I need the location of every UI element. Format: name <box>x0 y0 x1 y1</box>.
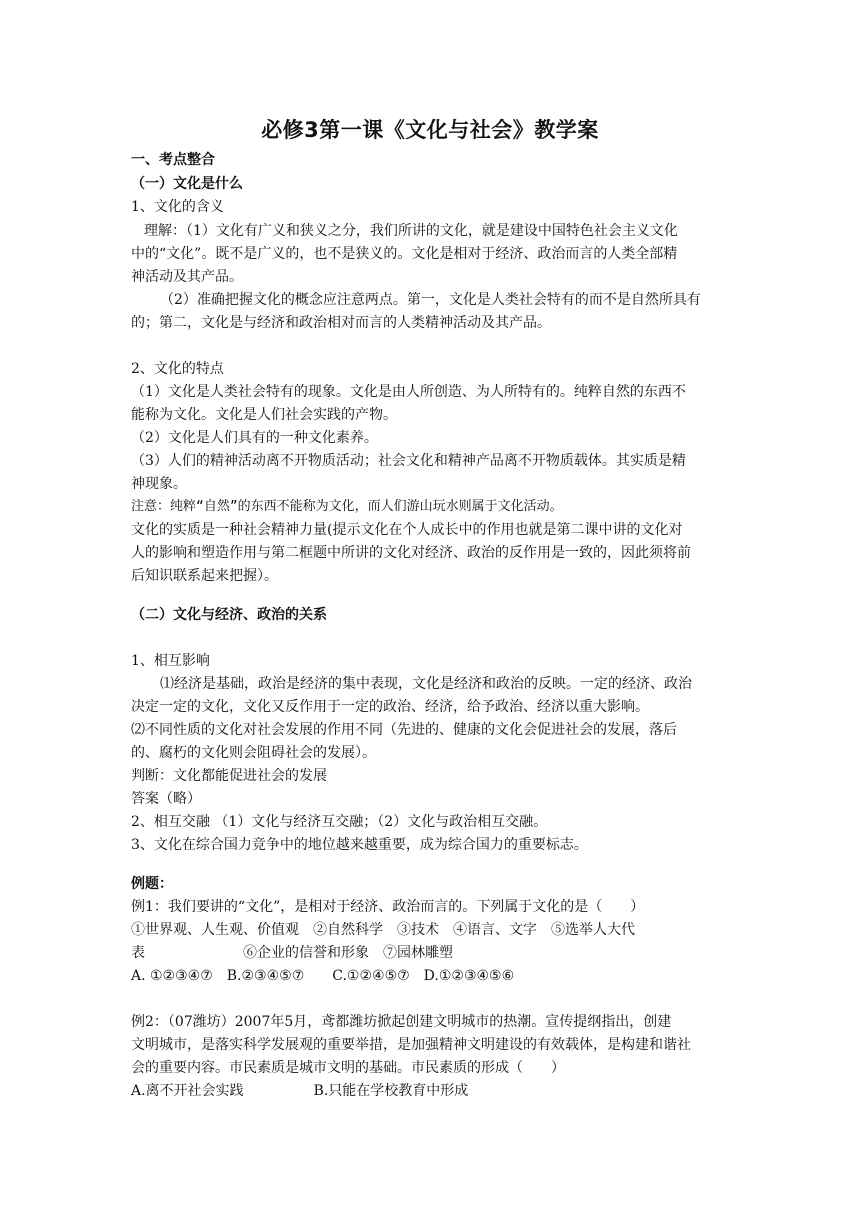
paragraph-line: 判断：文化都能促进社会的发展 <box>131 768 327 784</box>
paragraph-line: 答案（略） <box>131 791 201 807</box>
paragraph-line: 理解：（1）文化有广义和狭义之分，我们所讲的文化，就是建设中国特色社会主义文化 <box>144 223 678 239</box>
note-line: 注意：纯粹“自然”的东西不能称为文化，而人们游山玩水则属于文化活动。 <box>131 499 563 514</box>
paragraph-line: （1）文化是人类社会特有的现象。文化是由人所创造、为人所特有的。纯粹自然的东西不 <box>131 384 686 400</box>
paragraph-line: 神现象。 <box>131 476 187 492</box>
paragraph-line: 中的“文化”。既不是广义的，也不是狭义的。文化是相对于经济、政治而言的人类全部精 <box>131 246 678 262</box>
paragraph-line: 的；第二，文化是与经济和政治相对而言的人类精神活动及其产品。 <box>131 315 551 331</box>
subsection-heading: （二）文化与经济、政治的关系 <box>131 607 327 623</box>
paragraph-line: 决定一定的文化，文化又反作用于一定的政治、经济，给予政治、经济以重大影响。 <box>131 699 649 715</box>
paragraph-line: 1、相互影响 <box>131 653 210 669</box>
question-options: 表 ⑥企业的信誉和形象 ⑦园林雕塑 <box>131 945 453 961</box>
section-heading: 一、考点整合 <box>131 152 215 168</box>
document-title: 必修3第一课《文化与社会》教学案 <box>261 118 599 142</box>
paragraph-line: 人的影响和塑造作用与第二框题中所讲的文化对经济、政治的反作用是一致的，因此须将前 <box>131 545 691 561</box>
question-line: 文明城市，是落实科学发展观的重要举措，是加强精神文明建设的有效载体，是构建和谐社 <box>131 1037 691 1053</box>
answer-choices: A.离不开社会实践 B.只能在学校教育中形成 <box>131 1083 469 1099</box>
question-line: 例2：（07潍坊）2007年5月，鸢都潍坊掀起创建文明城市的热潮。宣传提纲指出，创建 <box>131 1014 672 1030</box>
question-options: ①世界观、人生观、价值观 ②自然科学 ③技术 ④语言、文字 ⑤选举人大代 <box>131 922 635 938</box>
paragraph-line: 2、相互交融 （1）文化与经济互交融；（2）文化与政治相互交融。 <box>131 814 548 830</box>
paragraph-line: 后知识联系起来把握）。 <box>131 568 278 584</box>
paragraph-line: 1、文化的含义 <box>131 199 224 215</box>
answer-choices: A. ①②③④⑦ B.②③④⑤⑦ C.①②④⑤⑦ D.①②③④⑤⑥ <box>131 968 515 984</box>
paragraph-line: 能称为文化。文化是人们社会实践的产物。 <box>131 407 397 423</box>
paragraph-line: （2）准确把握文化的概念应注意两点。第一，文化是人类社会特有的而不是自然所具有 <box>160 292 701 308</box>
paragraph-line: 2、文化的特点 <box>131 361 224 377</box>
paragraph-line: （3）人们的精神活动离不开物质活动；社会文化和精神产品离不开物质载体。其实质是精 <box>131 453 686 469</box>
paragraph-line: ⑴经济是基础，政治是经济的集中表现，文化是经济和政治的反映。一定的经济、政治 <box>160 676 692 692</box>
examples-heading: 例题： <box>131 876 173 892</box>
paragraph-line: （2）文化是人们具有的一种文化素养。 <box>131 430 378 446</box>
paragraph-line: 的、腐朽的文化则会阻碍社会的发展）。 <box>131 745 376 761</box>
paragraph-line: 3、文化在综合国力竞争中的地位越来越重要，成为综合国力的重要标志。 <box>131 837 588 853</box>
paragraph-line: 文化的实质是一种社会精神力量(提示文化在个人成长中的作用也就是第二课中讲的文化对 <box>131 522 683 538</box>
question-line: 例1：我们要讲的“文化”，是相对于经济、政治而言的。下列属于文化的是（ ） <box>131 899 645 915</box>
question-line: 会的重要内容。市民素质是城市文明的基础。市民素质的形成（ ） <box>131 1060 565 1076</box>
paragraph-line: ⑵不同性质的文化对社会发展的作用不同（先进的、健康的文化会促进社会的发展，落后 <box>131 722 677 738</box>
subsection-heading: （一）文化是什么 <box>131 176 243 192</box>
paragraph-line: 神活动及其产品。 <box>131 269 243 285</box>
